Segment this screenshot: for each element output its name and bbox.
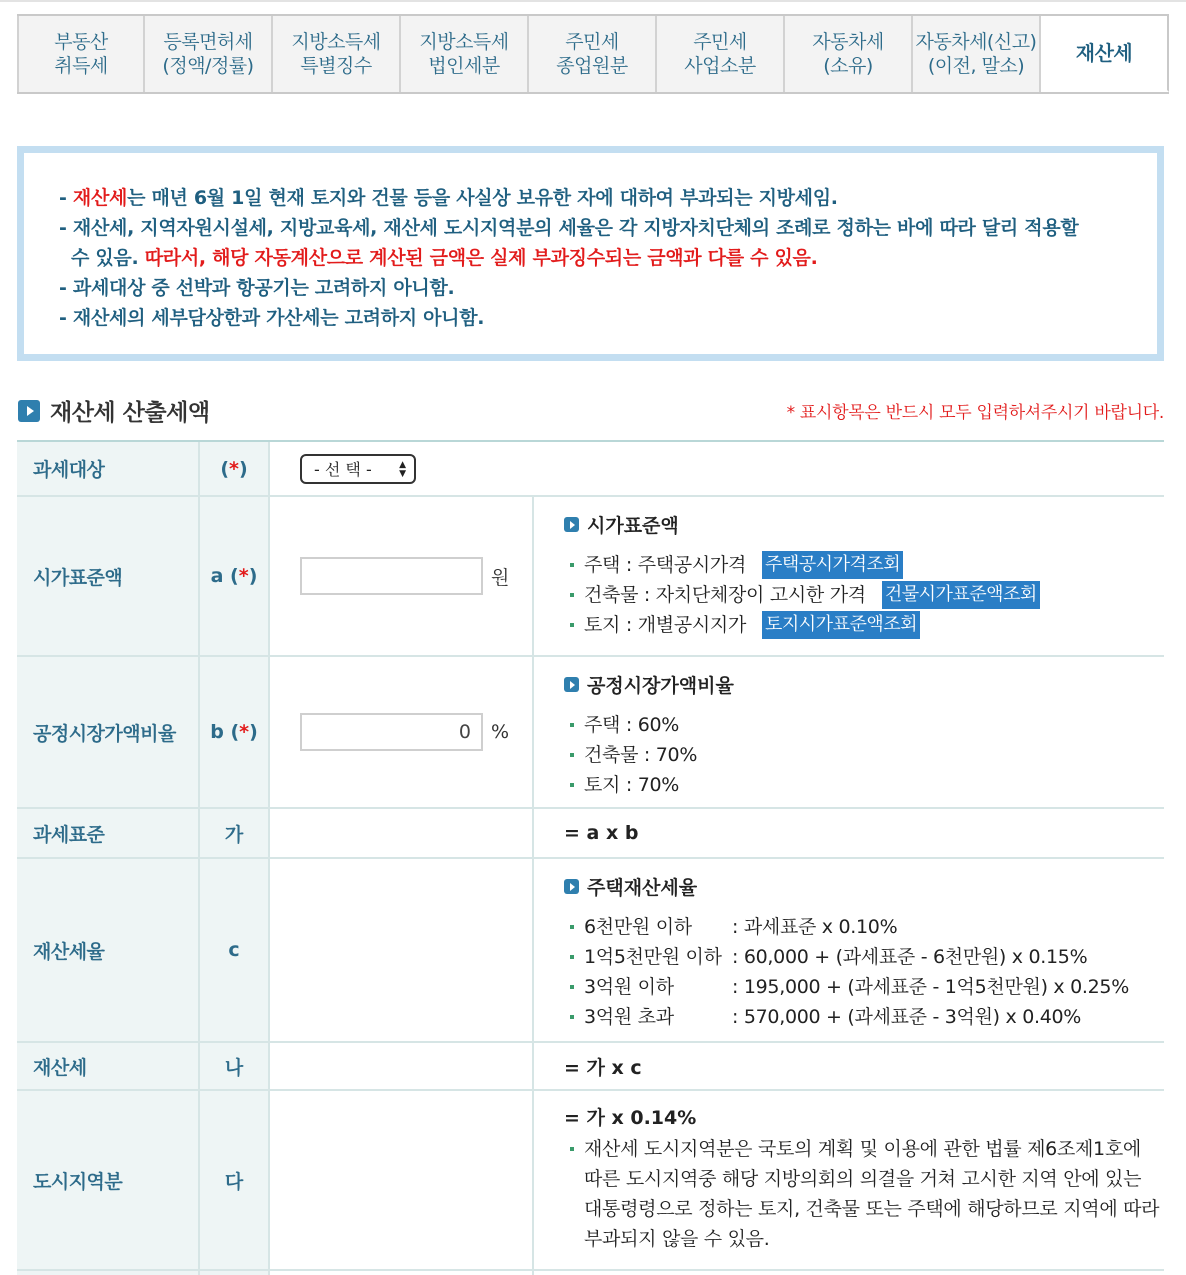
list-item-text: 건축물 : 자치단체장이 고시한 가격 [584, 584, 866, 606]
row-standard-value [17, 497, 1164, 657]
rate-item [564, 972, 1164, 1002]
notice-text: 는 매년 6월 1일 현재 토지와 건물 등을 사실상 보유한 자에 대하여 부과되는 지방세임. [127, 187, 838, 209]
urban-note [564, 1134, 1162, 1254]
tab-label: 지방소득세 [419, 31, 509, 53]
notice-line [59, 243, 1157, 273]
row-input-cell [270, 809, 534, 857]
row-input-cell [270, 1271, 534, 1275]
bullet-icon [570, 753, 574, 757]
info-title-text: 공정시장가액비율 [587, 675, 734, 697]
notice-highlight: 따라서, 해당 자동계산으로 계산된 금액은 실제 부과징수되는 금액과 다를 수 있음. [144, 247, 818, 269]
notice-line: - 재산세, 지역자원시설세, 지방교육세, 재산세 도시지역분의 세율은 각 지방자치단체의 조례로 정하는 바에 따라 달리 적용할 [59, 217, 1079, 239]
tab-label: 주민세 [565, 31, 619, 53]
list-item-text: 주택 : 주택공시가격 [584, 554, 747, 576]
row-info-cell [534, 657, 1164, 807]
tab-resident-business[interactable] [657, 16, 785, 92]
row-market-ratio [17, 657, 1164, 809]
tab-property-tax[interactable] [1041, 16, 1169, 92]
row-code: 가 [200, 809, 270, 857]
tab-vehicle-report[interactable] [913, 16, 1041, 92]
row-tax-rate [17, 859, 1164, 1043]
tab-label: 자동차세 [812, 31, 884, 53]
rate-bracket: 3억원 초과 [584, 1006, 674, 1028]
tax-type-tabs [17, 14, 1169, 94]
tab-local-income-withholding[interactable] [273, 16, 401, 92]
row-input-cell [270, 1043, 534, 1089]
market-ratio-input[interactable]: 0 [300, 713, 483, 751]
tab-real-estate-acquisition[interactable] [17, 16, 145, 92]
bullet-icon [570, 593, 574, 597]
list-item-text: 토지 : 70% [584, 774, 680, 796]
row-code [200, 497, 270, 655]
code-text: ) [249, 721, 258, 743]
tab-label: 종업원분 [556, 55, 628, 77]
calculation-form [17, 440, 1164, 1275]
tab-label: (소유) [823, 55, 873, 77]
notice-line: - 재산세의 세부담상한과 가산세는 고려하지 아니함. [59, 307, 485, 329]
list-item [564, 550, 1164, 580]
row-urban-area [17, 1091, 1164, 1271]
tab-label: 특별징수 [300, 55, 372, 77]
arrow-right-icon [564, 517, 579, 532]
rate-formula: : 과세표준 x 0.10% [732, 916, 898, 938]
row-label: 공정시장가액비율 [17, 657, 200, 807]
target-select[interactable] [300, 454, 416, 484]
arrow-right-icon [564, 879, 579, 894]
list-item [564, 740, 1164, 770]
select-value: - 선 택 - [314, 460, 372, 479]
required-star: * [238, 565, 249, 587]
list-item-text: 토지 : 개별공시지가 [584, 614, 747, 636]
info-title [564, 511, 1164, 538]
tab-label: 취득세 [54, 55, 108, 77]
tab-label: 등록면허세 [163, 31, 253, 53]
row-tax-base [17, 809, 1164, 859]
notice-box [17, 146, 1164, 361]
row-property-tax [17, 1043, 1164, 1091]
list-item [564, 710, 1164, 740]
housing-price-lookup-button[interactable]: 주택공시가격조회 [762, 551, 903, 579]
urban-note-text: 재산세 도시지역분은 국토의 계획 및 이용에 관한 법률 제6조제1호에 따른 도시지역중 해당 지방의회의 의결을 거쳐 고시한 지역 안에 있는 대통령령으로 정하는 토지, 건축물 또는 주택에 해당하므로 지역에 따라 부과되지 않을 수 있음. [584, 1138, 1160, 1250]
select-arrows-icon: ▲ ▼ [399, 459, 406, 479]
row-info-cell [534, 859, 1164, 1041]
formula: = 가 x c [564, 1056, 642, 1079]
row-label: 재산세 [17, 1043, 200, 1089]
standard-value-input[interactable] [300, 557, 483, 595]
info-title-text: 시가표준액 [587, 515, 679, 537]
row-label: 과세대상 [17, 442, 200, 495]
arrow-right-icon [564, 677, 579, 692]
row-input-cell [270, 497, 534, 655]
required-star: * [229, 457, 239, 480]
row-input-cell [270, 859, 534, 1041]
notice-line [59, 183, 1157, 213]
notice-highlight: 재산세 [72, 187, 128, 209]
row-label: 과세표준 [17, 809, 200, 857]
rate-formula: : 60,000 + (과세표준 - 6천만원) x 0.15% [732, 946, 1088, 968]
unit-label: % [491, 721, 510, 743]
tab-label: 사업소분 [684, 55, 756, 77]
list-item [564, 610, 1164, 640]
bullet-icon [570, 925, 574, 929]
list-item-text: 건축물 : 70% [584, 744, 698, 766]
required-note: * 표시항목은 반드시 모두 입력하셔주시기 바랍니다. [786, 403, 1164, 423]
section-header [18, 394, 210, 427]
rate-item [564, 912, 1164, 942]
tab-label: (이전, 말소) [927, 55, 1025, 77]
row-input-cell [270, 657, 534, 807]
row-code [200, 442, 270, 495]
unit-label: 원 [491, 566, 510, 589]
row-label: 도시지역분 [17, 1091, 200, 1269]
row-next [17, 1271, 1164, 1275]
rate-bracket: 6천만원 이하 [584, 916, 692, 938]
tab-vehicle-ownership[interactable] [785, 16, 913, 92]
required-star: * [239, 721, 250, 743]
row-code: 나 [200, 1043, 270, 1089]
tab-registration-license[interactable] [145, 16, 273, 92]
code-text: ) [248, 565, 258, 587]
bullet-icon [570, 563, 574, 567]
info-title-text: 주택재산세율 [587, 877, 698, 899]
top-border [0, 0, 1186, 2]
building-price-lookup-button[interactable]: 건물시가표준액조회 [882, 581, 1040, 609]
notice-text: 수 있음. [71, 247, 145, 269]
arrow-right-icon [18, 400, 40, 422]
tab-label: (정액/정률) [162, 55, 254, 77]
bullet-icon [570, 723, 574, 727]
tab-label: 법인세분 [428, 55, 500, 77]
bullet-icon [570, 783, 574, 787]
tab-label: 주민세 [693, 31, 747, 53]
row-code [200, 1271, 270, 1275]
code-text: ( [220, 457, 230, 480]
code-text: ) [238, 457, 248, 480]
rate-bracket: 1억5천만원 이하 [584, 946, 722, 968]
formula: = a x b [564, 822, 639, 844]
rate-item [564, 1002, 1164, 1032]
row-code: c [200, 859, 270, 1041]
bullet-icon [570, 985, 574, 989]
row-label: 시가표준액 [17, 497, 200, 655]
bullet-icon [570, 955, 574, 959]
tab-local-income-corporate[interactable] [401, 16, 529, 92]
row-input-cell [270, 442, 1164, 495]
rate-bracket: 3억원 이하 [584, 976, 674, 998]
info-title [564, 873, 1164, 900]
tab-label: 지방소득세 [291, 31, 381, 53]
notice-line: - 과세대상 중 선박과 항공기는 고려하지 아니함. [59, 277, 455, 299]
row-info-cell [534, 1091, 1164, 1269]
tab-label: 부동산 [54, 31, 108, 53]
list-item [564, 580, 1164, 610]
code-text: a ( [210, 565, 239, 587]
bullet-icon [570, 623, 574, 627]
rate-formula: : 570,000 + (과세표준 - 3억원) x 0.40% [732, 1006, 1082, 1028]
section-title: 재산세 산출세액 [50, 400, 210, 426]
row-target [17, 442, 1164, 497]
bullet-icon [570, 1015, 574, 1019]
row-code: 다 [200, 1091, 270, 1269]
bullet-icon [570, 1147, 574, 1151]
notice-text: - [59, 187, 73, 209]
row-label [17, 1271, 200, 1275]
land-price-lookup-button[interactable]: 토지시가표준액조회 [762, 611, 920, 639]
list-item-text: 주택 : 60% [584, 714, 680, 736]
rate-item [564, 942, 1164, 972]
formula: = 가 x 0.14% [564, 1107, 697, 1129]
tab-label: 자동차세(신고) [915, 31, 1037, 53]
list-item [564, 770, 1164, 800]
row-info-cell [534, 497, 1164, 655]
row-info-cell [534, 809, 1164, 857]
row-info-cell [534, 1043, 1164, 1089]
rate-formula: : 195,000 + (과세표준 - 1억5천만원) x 0.25% [732, 976, 1129, 998]
tab-resident-employee[interactable] [529, 16, 657, 92]
tab-label: 재산세 [1075, 41, 1133, 65]
row-label: 재산세율 [17, 859, 200, 1041]
row-input-cell [270, 1091, 534, 1269]
code-text: b ( [210, 721, 240, 743]
info-title [564, 671, 1164, 698]
row-code [200, 657, 270, 807]
